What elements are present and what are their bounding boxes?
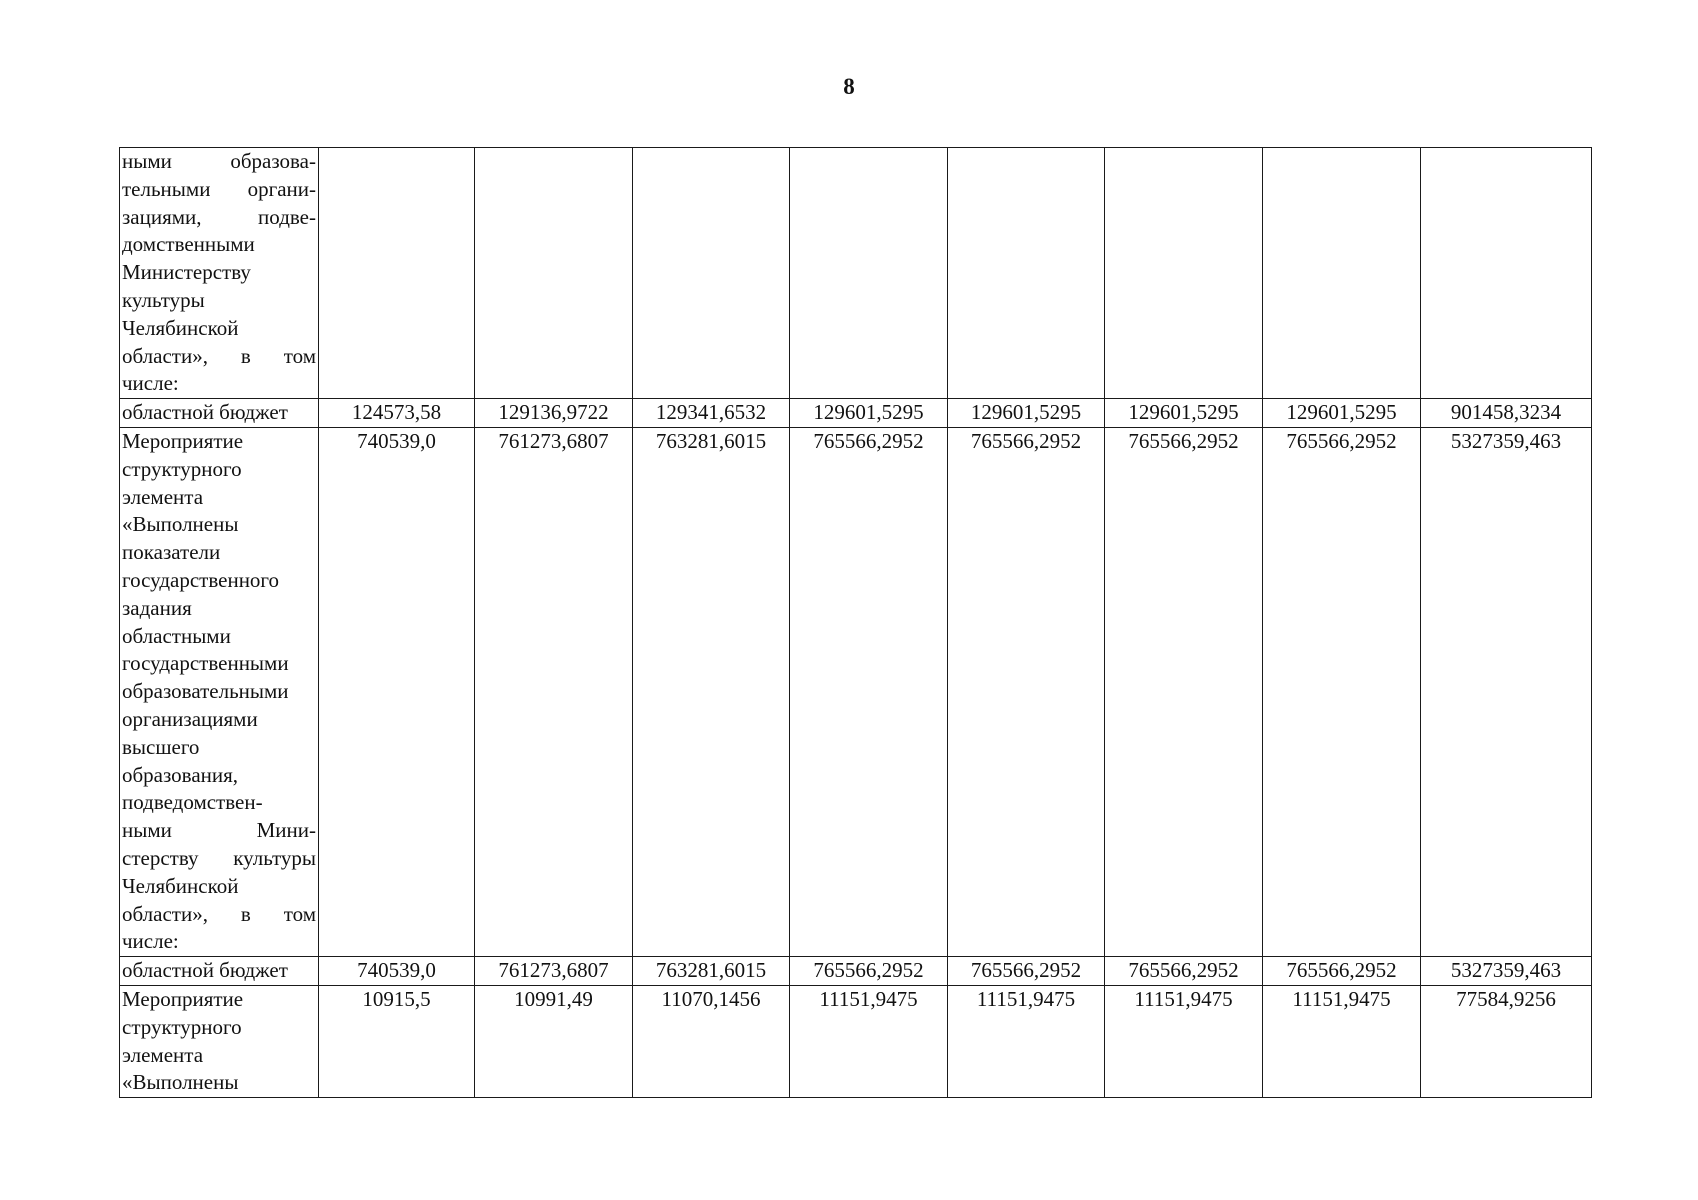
value-cell: 5327359,463: [1421, 427, 1592, 956]
row-label-line: «Выполнены: [122, 1070, 239, 1095]
budget-table: [119, 147, 1592, 1098]
value-cell: 765566,2952: [1263, 427, 1421, 956]
row-label-line: областной бюджет: [122, 958, 288, 983]
row-label-line: культуры: [122, 287, 205, 312]
value-cell: 740539,0: [319, 957, 475, 986]
row-label-line: Мероприятие: [122, 428, 244, 453]
row-label-line: числе:: [122, 929, 179, 954]
row-label-line: «Выполнены: [122, 512, 239, 537]
row-label-line: областной бюджет: [122, 400, 288, 425]
row-label-line: подведомствен-: [122, 790, 263, 815]
row-label-line: элемента: [122, 484, 204, 509]
row-label-line: Мероприятие: [122, 986, 244, 1011]
value-cell: 5327359,463: [1421, 957, 1592, 986]
page-number: 8: [843, 74, 855, 99]
row-label-line: высшего: [122, 734, 200, 759]
value-cell: 10991,49: [475, 985, 633, 1097]
row-label-line: задания: [122, 595, 192, 620]
value-cell: [1421, 148, 1592, 399]
row-label-line: элемента: [122, 1042, 204, 1067]
value-cell: 765566,2952: [948, 427, 1105, 956]
table-row: [120, 957, 1592, 986]
row-label-line: области», в том: [122, 343, 316, 368]
value-cell: 11151,9475: [1263, 985, 1421, 1097]
value-cell: 124573,58: [319, 399, 475, 428]
row-label-line: государственного: [122, 567, 280, 592]
row-label-line: Челябинской: [122, 873, 239, 898]
value-cell: 11070,1456: [633, 985, 790, 1097]
value-cell: 765566,2952: [1105, 427, 1263, 956]
value-cell: 763281,6015: [633, 957, 790, 986]
value-cell: 901458,3234: [1421, 399, 1592, 428]
table-row: [120, 985, 1592, 1097]
table-row: [120, 148, 1592, 399]
row-label-line: показатели: [122, 540, 221, 565]
row-label-line: ными Мини-: [122, 818, 316, 843]
row-label-line: зациями, подве-: [122, 204, 316, 229]
row-label-cell: [120, 957, 319, 986]
row-label-cell: [120, 399, 319, 428]
value-cell: 10915,5: [319, 985, 475, 1097]
row-label-line: организациями: [122, 706, 258, 731]
value-cell: 763281,6015: [633, 427, 790, 956]
value-cell: [319, 148, 475, 399]
value-cell: 11151,9475: [948, 985, 1105, 1097]
row-label-line: области», в том: [122, 901, 316, 926]
value-cell: 129601,5295: [790, 399, 948, 428]
value-cell: [475, 148, 633, 399]
value-cell: 77584,9256: [1421, 985, 1592, 1097]
row-label-cell: [120, 427, 319, 956]
value-cell: 129601,5295: [948, 399, 1105, 428]
row-label-line: образовательными: [122, 679, 289, 704]
table-row: [120, 399, 1592, 428]
value-cell: 11151,9475: [790, 985, 948, 1097]
row-label-line: Министерству: [122, 260, 251, 285]
value-cell: 761273,6807: [475, 957, 633, 986]
row-label-line: областными: [122, 623, 231, 648]
row-label-line: Челябинской: [122, 315, 239, 340]
row-label-line: образования,: [122, 762, 239, 787]
value-cell: 11151,9475: [1105, 985, 1263, 1097]
row-label-line: структурного: [122, 456, 242, 481]
row-label-line: стерству культуры: [122, 845, 316, 870]
row-label-line: домственными: [122, 232, 255, 257]
value-cell: [633, 148, 790, 399]
row-label-line: тельными органи-: [122, 176, 316, 201]
value-cell: [1263, 148, 1421, 399]
value-cell: [1105, 148, 1263, 399]
value-cell: 129136,9722: [475, 399, 633, 428]
value-cell: 129601,5295: [1263, 399, 1421, 428]
value-cell: 129341,6532: [633, 399, 790, 428]
value-cell: 761273,6807: [475, 427, 633, 956]
row-label-line: государственными: [122, 651, 289, 676]
value-cell: 765566,2952: [948, 957, 1105, 986]
value-cell: 765566,2952: [1105, 957, 1263, 986]
row-label-line: структурного: [122, 1014, 242, 1039]
row-label-cell: [120, 148, 319, 399]
value-cell: [948, 148, 1105, 399]
value-cell: 765566,2952: [1263, 957, 1421, 986]
table-row: [120, 427, 1592, 956]
value-cell: 765566,2952: [790, 957, 948, 986]
row-label-cell: [120, 985, 319, 1097]
row-label-line: числе:: [122, 371, 179, 396]
value-cell: 129601,5295: [1105, 399, 1263, 428]
row-label-line: ными образова-: [122, 149, 316, 173]
value-cell: [790, 148, 948, 399]
value-cell: 740539,0: [319, 427, 475, 956]
value-cell: 765566,2952: [790, 427, 948, 956]
